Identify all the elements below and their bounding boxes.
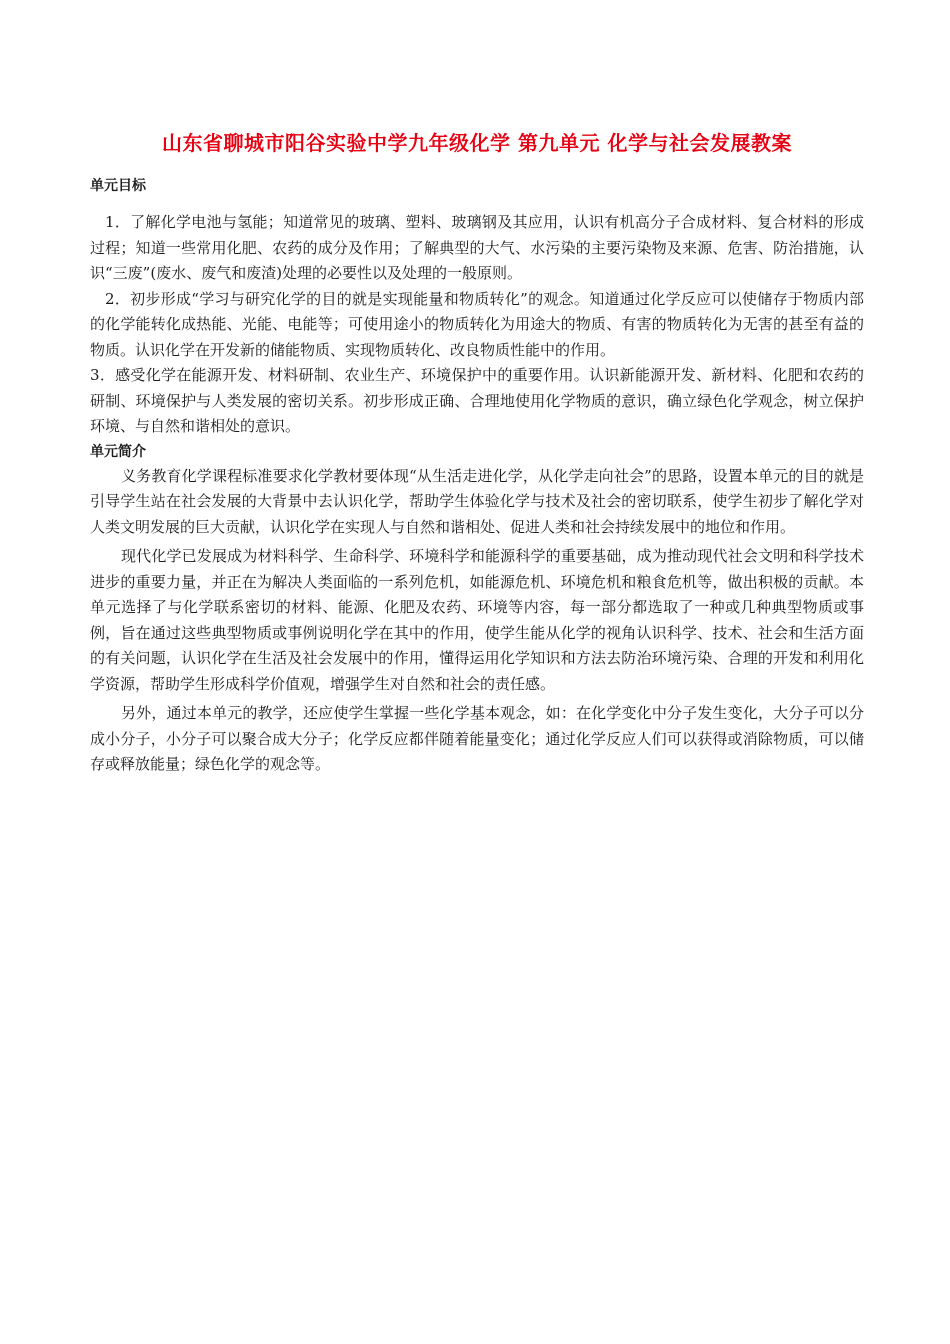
intro-paragraph-2: 现代化学已发展成为材料科学、生命科学、环境科学和能源科学的重要基础，成为推动现代社会文明和科学技术进步的重要力量，并正在为解决人类面临的一系列危机，如能源危机、环境危机和粮食危机等，做出积极的贡献。本单元选择了与化学联系密切的材料、能源、化肥及农药、环境等内容，每一部分都选取了一种或几种典型物质或事例，旨在通过这些典型物质或事例说明化学在其中的作用，使学生能从化学的视角认识科学、技术、社会和生活方面的有关问题，认识化学在生活及社会发展中的作用，懂得运用化学知识和方法去防治环境污染、合理的开发和利用化学资源，帮助学生形成科学价值观，增强学生对自然和社会的责任感。 <box>90 547 864 693</box>
document-title: 山东省聊城市阳谷实验中学九年级化学 第九单元 化学与社会发展教案 <box>162 131 792 155</box>
goal-paragraph-1: 1．了解化学电池与氢能；知道常见的玻璃、塑料、玻璃钢及其应用，认识有机高分子合成材料、复合材料的形成过程；知道一些常用化肥、农药的成分及作用；了解典型的大气、水污染的主要污染物及来源、危害、防治措施，认识“三废”(废水、废气和废渣)处理的必要性以及处理的一般原则。 <box>90 213 864 282</box>
intro-paragraph-1: 义务教育化学课程标准要求化学教材要体现“从生活走进化学，从化学走向社会”的思路，设置本单元的目的就是引导学生站在社会发展的大背景中去认识化学，帮助学生体验化学与技术及社会的密切联系，使学生初步了解化学对人类文明发展的巨大贡献，认识化学在实现人与自然和谐相处、促进人类和社会持续发展中的地位和作用。 <box>90 466 864 536</box>
unit-goals-section <box>90 176 864 440</box>
intro-paragraph-3: 另外，通过本单元的教学，还应使学生掌握一些化学基本观念，如：在化学变化中分子发生变化，大分子可以分成小分子，小分子可以聚合成大分子；化学反应都伴随着能量变化；通过化学反应人们可以获得或消除物质，可以储存或释放能量；绿色化学的观念等。 <box>90 704 864 773</box>
unit-intro-section <box>90 442 864 778</box>
goal-paragraph-3: 3．感受化学在能源开发、材料研制、农业生产、环境保护中的重要作用。认识新能源开发、新材料、化肥和农药的研制、环境保护与人类发展的密切关系。初步形成正确、合理地使用化学物质的意识，确立绿色化学观念，树立保护环境、与自然和谐相处的意识。 <box>90 366 864 435</box>
section-heading-unit-intro: 单元简介 <box>90 443 146 460</box>
goal-paragraph-2: 2．初步形成“学习与研究化学的目的就是实现能量和物质转化”的观念。知道通过化学反应可以使储存于物质内部的化学能转化成热能、光能、电能等；可使用途小的物质转化为用途大的物质、有害的物质转化为无害的甚至有益的物质。认识化学在开发新的储能物质、实现物质转化、改良物质性能中的作用。 <box>90 289 864 359</box>
section-heading-unit-goals: 单元目标 <box>90 178 146 194</box>
